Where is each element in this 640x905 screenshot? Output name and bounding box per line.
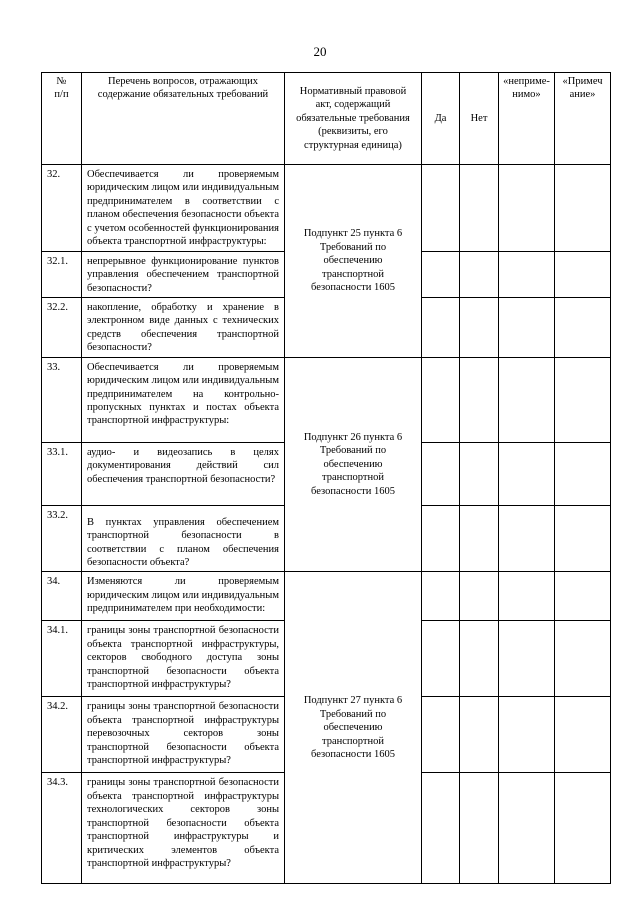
header-no: Нет (460, 73, 499, 165)
row-number: 34.2. (42, 697, 82, 773)
note-cell[interactable] (555, 357, 611, 442)
answer-no-cell[interactable] (460, 251, 499, 297)
note-cell[interactable] (555, 505, 611, 572)
row-number: 33.1. (42, 442, 82, 505)
header-note: «Примеч ание» (555, 73, 611, 165)
note-cell[interactable] (555, 697, 611, 773)
answer-yes-cell[interactable] (422, 251, 460, 297)
note-cell[interactable] (555, 251, 611, 297)
normative-reference: Подпункт 26 пункта 6 Требований по обеспечению транспортной безопасности 1605 (285, 357, 422, 572)
answer-no-cell[interactable] (460, 442, 499, 505)
row-number: 33. (42, 357, 82, 442)
row-number: 32. (42, 165, 82, 252)
answer-yes-cell[interactable] (422, 357, 460, 442)
note-cell[interactable] (555, 165, 611, 252)
answer-no-cell[interactable] (460, 357, 499, 442)
answer-no-cell[interactable] (460, 773, 499, 884)
row-number: 34. (42, 572, 82, 621)
answer-no-cell[interactable] (460, 297, 499, 357)
answer-not-applicable-cell[interactable] (499, 442, 555, 505)
normative-reference: Подпункт 27 пункта 6 Требований по обеспечению транспортной безопасности 1605 (285, 572, 422, 884)
answer-not-applicable-cell[interactable] (499, 621, 555, 697)
note-cell[interactable] (555, 297, 611, 357)
answer-yes-cell[interactable] (422, 165, 460, 252)
answer-not-applicable-cell[interactable] (499, 251, 555, 297)
answer-not-applicable-cell[interactable] (499, 297, 555, 357)
row-number: 33.2. (42, 505, 82, 572)
answer-no-cell[interactable] (460, 572, 499, 621)
row-number: 34.1. (42, 621, 82, 697)
requirement-question: накопление, обработку и хранение в электронном виде данных с технических средств обеспечения транспортной безопасности? (82, 297, 285, 357)
note-cell[interactable] (555, 572, 611, 621)
requirement-question: Обеспечивается ли проверяемым юридическим лицом или индивидуальным предпринимателем на контрольно-пропускных пунктах и постах объекта транспортной инфраструктуры: (82, 357, 285, 442)
note-cell[interactable] (555, 442, 611, 505)
answer-no-cell[interactable] (460, 621, 499, 697)
requirement-question: границы зоны транспортной безопасности объекта транспортной инфраструктуры, секторов свободного доступа зоны транспортной безопасности объекта транспортной инфраструктуры? (82, 621, 285, 697)
page-number: 20 (313, 44, 327, 59)
answer-no-cell[interactable] (460, 697, 499, 773)
table-row (42, 572, 611, 621)
table-row (42, 165, 611, 252)
answer-yes-cell[interactable] (422, 697, 460, 773)
header-question: Перечень вопросов, отражающих содержание обязательных требований (82, 73, 285, 165)
requirement-question: аудио- и видеозапись в целях документирования действий сил обеспечения транспортной безопасности? (82, 442, 285, 505)
header-not-applicable: «неприме- нимо» (499, 73, 555, 165)
answer-not-applicable-cell[interactable] (499, 773, 555, 884)
header-num: № п/п (42, 73, 82, 165)
answer-no-cell[interactable] (460, 165, 499, 252)
answer-yes-cell[interactable] (422, 621, 460, 697)
answer-yes-cell[interactable] (422, 297, 460, 357)
header-row (42, 73, 611, 165)
row-number: 34.3. (42, 773, 82, 884)
requirement-question: Изменяются ли проверяемым юридическим лицом или индивидуальным предпринимателем при необходимости: (82, 572, 285, 621)
answer-not-applicable-cell[interactable] (499, 357, 555, 442)
answer-not-applicable-cell[interactable] (499, 572, 555, 621)
requirement-question: В пунктах управления обеспечением транспортной безопасности в соответствии с планом обеспечения безопасности объекта? (82, 505, 285, 572)
answer-no-cell[interactable] (460, 505, 499, 572)
header-yes: Да (422, 73, 460, 165)
answer-yes-cell[interactable] (422, 773, 460, 884)
requirements-checklist-table (41, 72, 611, 884)
answer-yes-cell[interactable] (422, 505, 460, 572)
header-norm: Нормативный правовой акт, содержащий обязательные требования (реквизиты, его структурная единица) (285, 73, 422, 165)
requirement-question: непрерывное функционирование пунктов управления обеспечением транспортной безопасности? (82, 251, 285, 297)
note-cell[interactable] (555, 621, 611, 697)
answer-not-applicable-cell[interactable] (499, 697, 555, 773)
requirement-question: границы зоны транспортной безопасности объекта транспортной инфраструктуры технологических секторов зоны транспортной безопасности объекта транспортной инфраструктуры и критических элементов объекта транспортной инфраструктуры? (82, 773, 285, 884)
answer-yes-cell[interactable] (422, 572, 460, 621)
table-row (42, 357, 611, 442)
answer-not-applicable-cell[interactable] (499, 165, 555, 252)
requirement-question: Обеспечивается ли проверяемым юридическим лицом или индивидуальным предпринимателем в соответствии с планом обеспечения безопасности объекта с учетом особенностей функционирования объекта транспортной инфраструктуры: (82, 165, 285, 252)
answer-yes-cell[interactable] (422, 442, 460, 505)
requirement-question: границы зоны транспортной безопасности объекта транспортной инфраструктуры перевозочных секторов зоны транспортной безопасности объекта транспортной инфраструктуры? (82, 697, 285, 773)
normative-reference: Подпункт 25 пункта 6 Требований по обеспечению транспортной безопасности 1605 (285, 165, 422, 358)
row-number: 32.1. (42, 251, 82, 297)
answer-not-applicable-cell[interactable] (499, 505, 555, 572)
note-cell[interactable] (555, 773, 611, 884)
row-number: 32.2. (42, 297, 82, 357)
